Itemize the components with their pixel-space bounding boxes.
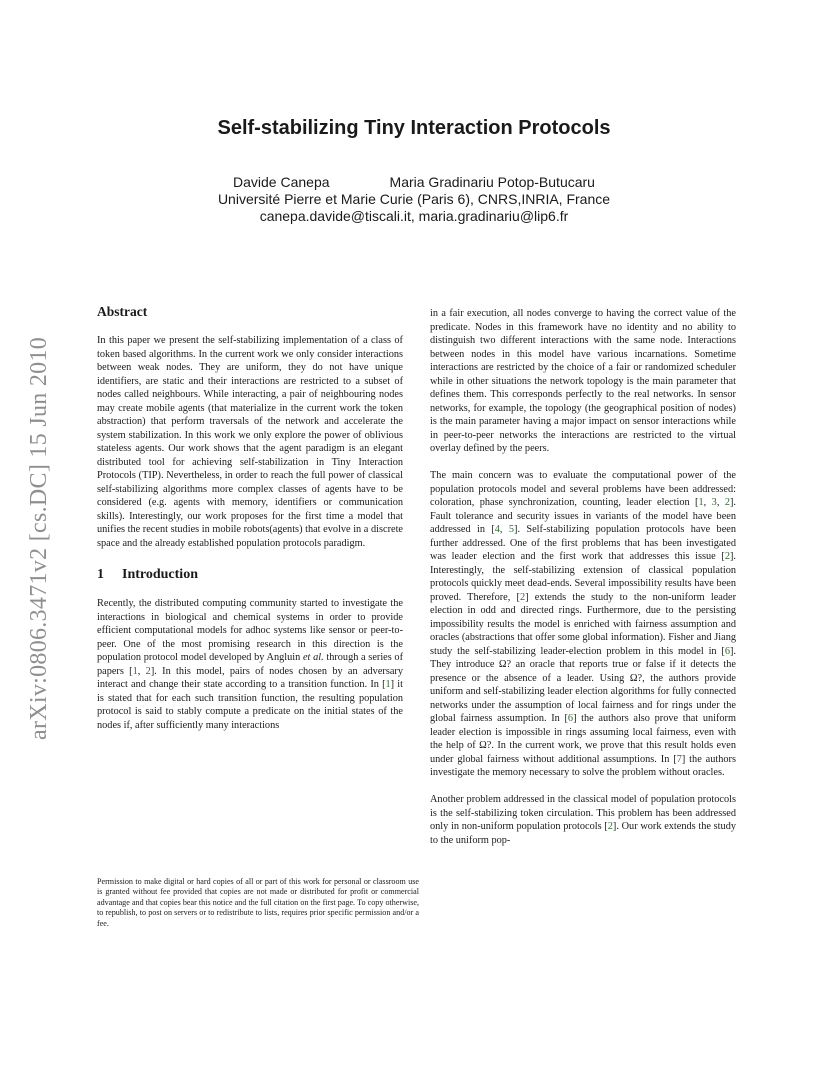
citation-link[interactable]: 1 [698,497,704,508]
left-column [97,304,403,746]
abstract-text: In this paper we present the self-stabilizing implementation of a class of token based algorithms. In the current work we only consider interactions between weak nodes. They are uniform, they do not have unique identifiers, are static and their interactions are restricted to a subset of nodes called neighbours. While interacting, a pair of neighbouring nodes may create mobile agents (that materialize in the current work the token abstraction) that perform traversals of the network and accelerate the system stabilization. In this work we only explore the power of oblivious stateless agents. Our work shows that the agent paradigm is an elegant distributed tool for achieving self-stabilization in Tiny Interaction Protocols (TIP). Nevertheless, in order to reach the full power of classical self-stabilizing algorithms more complex classes of agents have to be considered (e.g. agents with memory, identifiers or communication skills). Interestingly, our work proposes for the first time a model that unifies the recent studies in mobile robots(agents) that evolve in a discrete space and the already established population protocols paradigm. [97,335,403,549]
author-block [0,174,828,225]
abstract-heading: Abstract [97,304,148,319]
intro-paragraph: Recently, the distributed computing community started to investigate the interactions in biological and chemical systems in order to provide efficient computational models for adhoc systems like sensor or peer-to-peer. One of the most promising research in this direction is the population protocol model developed by Angluin et al. through a series of papers [1, 2]. In this model, pairs of nodes chosen by an adversary interact and change their state according to a transition function. In [1] it is stated that for each such transition function, the resulting population protocol is said to stably compute a predicate on the initial states of the nodes if, after sufficiently many interactions [97,598,404,731]
arxiv-stamp: arXiv:0806.3471v2 [cs.DC] 15 Jun 2010 [26,336,52,740]
citation-link[interactable]: 7 [676,753,682,765]
citation-link[interactable]: 6 [567,713,574,724]
citation-link[interactable]: 1 [385,679,391,690]
citation-link[interactable]: 1 [132,665,138,677]
citation-link[interactable]: 2 [519,591,526,603]
citation-link[interactable]: 2 [724,497,730,508]
section-title: Introduction [122,567,198,582]
citation-link[interactable]: 2 [724,551,730,562]
body-paragraph: Another problem addressed in the classical model of population protocols is the self-stabilizing token circulation. This problem has been addressed only in non-uniform population protocols [2]. Our work extends the study to the uniform pop- [430,794,736,846]
paper-title: Self-stabilizing Tiny Interaction Protocols [217,117,611,139]
affiliation: Université Pierre et Marie Curie (Paris 6), CNRS,INRIA, France [217,191,611,207]
citation-link[interactable]: 3 [711,497,717,508]
section-number: 1 [97,567,104,582]
citation-link[interactable]: 2 [607,821,613,832]
author-names [0,174,828,191]
section-heading-introduction [97,566,403,583]
right-column [430,307,736,861]
body-paragraph: in a fair execution, all nodes converge to having the correct value of the predicate. Nodes in this framework have no identity and no ability to distinguish two different interactions with the same node. Interactions between nodes in this model have various incarnations. Sometime interactions are restricted by the choice of a fair or randomized scheduler while in other situations the network topology is the main parameter that defines them. This corresponds perfectly to the real networks. In sensor networks, for example, the topology (the geographical position of nodes) is the main parameter having a major impact on sensor interactions while in peer-to-peer networks the interactions are restricted to the virtual overlay defined by the peers. [430,308,736,454]
copyright-footnote: Permission to make digital or hard copies of all or part of this work for personal or classroom use is granted without fee provided that copies are not made or distributed for profit or commercial advantage and that copies bear this notice and the full citation on the first page. To copy otherwise, to republish, to post on servers or to redistribute to lists, requires prior specific permission and/or a fee. [97,877,419,928]
author-emails: canepa.davide@tiscali.it, maria.gradinariu@lip6.fr [259,208,569,224]
citation-link[interactable]: 4 [494,524,500,535]
citation-link[interactable]: 5 [508,524,515,535]
body-paragraph: The main concern was to evaluate the computational power of the population protocols model and several problems have been addressed: coloration, phase synchronization, counting, leader election [1, 3, 2]. Fault tolerance and security issues in variants of the model have been addressed in [4, 5]. Self-stabilizing population protocols have been further addressed. One of the first problems that has been investigated was leader election and the first work that addresses this issue [2]. Interestingly, the self-stabilizing extension of classical population protocols quickly meet dead-ends. Several impossibility results have been proved. Therefore, [2] extends the study to the non-uniform leader election in odd and directed rings. Furthermore, due to the persisting impossibility results the model is enriched with fairness assumption and oracles (abstractions that offer some global information). Fisher and Jiang study the self-stabilizing leader-election problem in this model in [6]. They introduce Ω? an oracle that reports true or false if it detects the presence or the absence of a leader. Using Ω?, the authors provide uniform and self-stabilizing leader election algorithms for fully connected networks under the assumption of local fairness and for rings under the global fairness assumption. In [6] the authors also prove that uniform leader election is impossible in rings assuming local fairness, even with the help of Ω?. In the current work, we prove that this result holds even under global fairness without additional assumptions. In [7] the authors investigate the memory necessary to solve the problem without oracles. [430,470,736,778]
author-name: Maria Gradinariu Potop-Butucaru [389,174,595,190]
citation-link[interactable]: 6 [724,645,730,657]
author-name: Davide Canepa [233,174,330,190]
citation-link[interactable]: 2 [145,665,151,677]
